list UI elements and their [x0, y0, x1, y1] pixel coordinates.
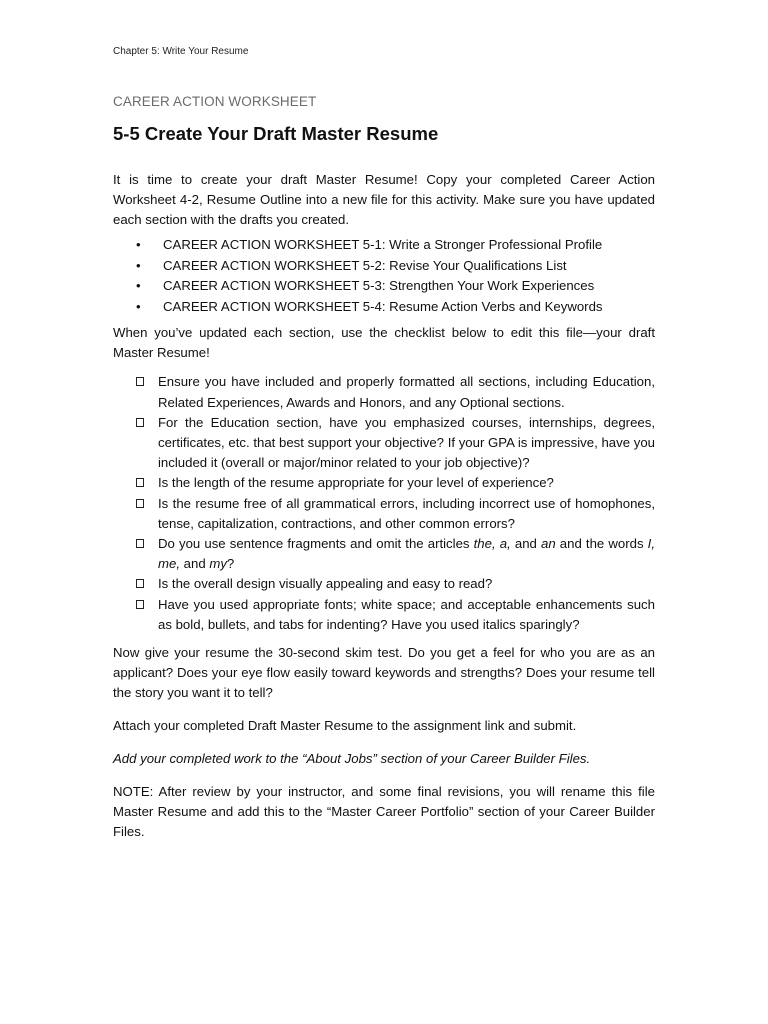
- checklist-item-text: Is the resume free of all grammatical errors, including incorrect use of homophones, tense, capitalization, contractions, and other common errors?: [158, 495, 655, 531]
- checklist-item: [158, 473, 655, 493]
- body-text: [113, 170, 655, 842]
- text-run: and: [510, 536, 541, 551]
- bullet-icon: •: [136, 237, 141, 252]
- worksheet-item-label: CAREER ACTION WORKSHEET 5-1: Write a Stronger Professional Profile: [163, 237, 603, 252]
- worksheet-item-label: CAREER ACTION WORKSHEET 5-4: Resume Action Verbs and Keywords: [163, 298, 603, 314]
- checklist-item-text: [158, 536, 655, 571]
- bullet-icon: •: [136, 278, 141, 294]
- checklist: [113, 372, 655, 635]
- italic-words: I, me,: [158, 536, 655, 572]
- text-run: ?: [226, 556, 235, 572]
- checklist-item-text: For the Education section, have you emphasized courses, internships, degrees, certificates, etc. that best support your objective? If your GPA is impressive, have you included it (overall or major/minor related to your job objective)?: [158, 414, 655, 471]
- text-run: and: [179, 556, 210, 572]
- italic-my: my: [209, 556, 227, 572]
- checklist-item: [158, 574, 655, 594]
- checkbox-icon[interactable]: [136, 600, 144, 609]
- worksheet-item-label: CAREER ACTION WORKSHEET 5-2: Revise Your Qualifications List: [163, 257, 567, 273]
- text-run: Do you use sentence fragments and omit the articles: [158, 536, 474, 551]
- checkbox-icon[interactable]: [136, 539, 144, 548]
- checklist-item-text: Is the overall design visually appealing and easy to read?: [158, 576, 493, 592]
- checklist-item: [158, 534, 655, 574]
- bullet-icon: •: [136, 257, 141, 273]
- checkbox-icon[interactable]: [136, 579, 144, 588]
- checklist-item: [158, 494, 655, 534]
- checkbox-icon[interactable]: [136, 418, 144, 427]
- checklist-item: [158, 413, 655, 474]
- list-item: [136, 235, 655, 256]
- list-item: [136, 256, 655, 277]
- add-work-paragraph: Add your completed work to the “About Jobs” section of your Career Builder Files.: [113, 751, 591, 767]
- worksheet-label: CAREER ACTION WORKSHEET: [113, 94, 317, 109]
- italic-articles: the, a,: [473, 536, 511, 551]
- checkbox-icon[interactable]: [136, 499, 144, 508]
- text-run: and the words: [555, 536, 648, 551]
- checklist-intro: When you’ve updated each section, use the checklist below to edit this file—your draft Master Resume!: [113, 325, 655, 361]
- italic-an: an: [541, 536, 556, 551]
- checklist-item-text: Is the length of the resume appropriate for your level of experience?: [158, 475, 554, 491]
- checkbox-icon[interactable]: [136, 377, 144, 386]
- checklist-item-text: Ensure you have included and properly formatted all sections, including Education, Related Experiences, Awards and Honors, and any Optional sections.: [158, 374, 655, 410]
- checklist-item: [158, 372, 655, 412]
- skim-test-paragraph: Now give your resume the 30-second skim test. Do you get a feel for who you are as an applicant? Does your eye flow easily toward keywords and strengths? Does your resume tell the story you want it to tell?: [113, 645, 655, 701]
- checklist-item: [158, 595, 655, 635]
- worksheet-item-label: CAREER ACTION WORKSHEET 5-3: Strengthen Your Work Experiences: [163, 278, 595, 294]
- list-item: [136, 276, 655, 297]
- chapter-header: Chapter 5: Write Your Resume: [113, 46, 249, 57]
- attach-paragraph: Attach your completed Draft Master Resume to the assignment link and submit.: [113, 718, 577, 734]
- note-paragraph: NOTE: After review by your instructor, and some final revisions, you will rename this file Master Resume and add this to the “Master Career Portfolio” section of your Career Builder Files.: [113, 784, 655, 840]
- checkbox-icon[interactable]: [136, 478, 144, 487]
- list-item: [136, 297, 655, 318]
- worksheet-list: [113, 235, 655, 317]
- page-title: 5-5 Create Your Draft Master Resume: [113, 123, 439, 144]
- checklist-item-text: Have you used appropriate fonts; white space; and acceptable enhancements such as bold, bullets, and tabs for indenting? Have you used italics sparingly?: [158, 596, 655, 632]
- intro-paragraph: It is time to create your draft Master Resume! Copy your completed Career Action Worksheet 4-2, Resume Outline into a new file for this activity. Make sure you have updated each section with the drafts you created.: [113, 172, 655, 227]
- bullet-icon: •: [136, 298, 141, 314]
